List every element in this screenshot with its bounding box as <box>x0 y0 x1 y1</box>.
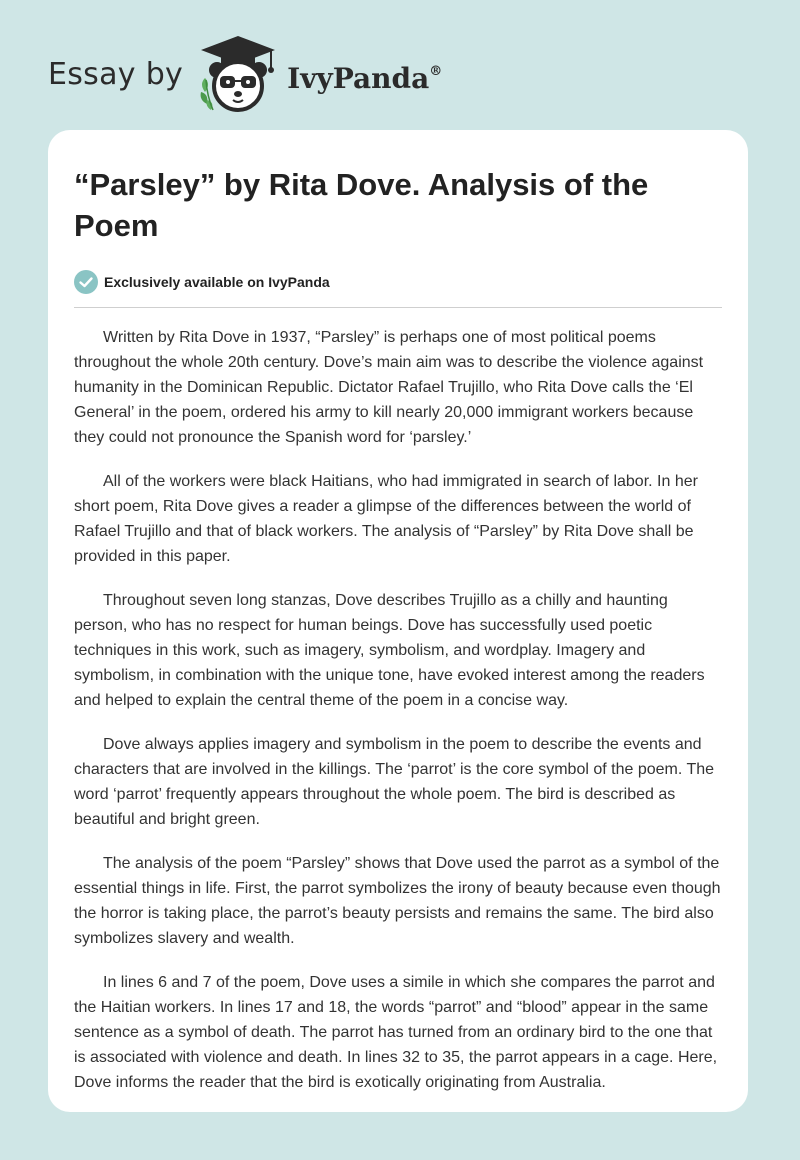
exclusive-badge <box>74 270 722 308</box>
panda-logo-icon[interactable] <box>193 34 283 114</box>
trademark-symbol: ® <box>429 64 443 80</box>
essay-by-label: Essay by <box>48 56 184 92</box>
article-body <box>74 325 722 1095</box>
exclusive-label: Exclusively available on IvyPanda <box>104 274 330 290</box>
paragraph: Written by Rita Dove in 1937, “Parsley” is perhaps one of most political poems throughout the whole 20th century. Dove’s main aim was to describe the violence against humanity in the Dominican Republic. Dictator Rafael Trujillo, who Rita Dove calls the ‘El General’ in the poem, ordered his army to kill nearly 20,000 immigrant workers because they could not pronounce the Spanish word for ‘parsley.’ <box>74 329 704 446</box>
article-card <box>48 130 748 1112</box>
paragraph: Throughout seven long stanzas, Dove describes Trujillo as a chilly and haunting person, who has no respect for human beings. Dove has successfully used poetic techniques in this work, such as imagery, symbolism, and wordplay. Imagery and symbolism, in combination with the unique tone, have evoked interest among the readers and helped to explain the central theme of the poem in a concise way. <box>74 592 705 709</box>
paragraph: In lines 6 and 7 of the poem, Dove uses a simile in which she compares the parrot and the Haitian workers. In lines 17 and 18, the words “parrot” and “blood” appear in the same sentence as a symbol of death. The parrot has turned from an ordinary bird to the one that is associated with violence and death. In lines 32 to 35, the parrot appears in a cage. Here, Dove informs the reader that the bird is exotically originating from Australia. <box>74 974 718 1091</box>
brand-name[interactable]: IvyPanda® <box>287 61 443 95</box>
paragraph: Dove always applies imagery and symbolism in the poem to describe the events and characters that are involved in the killings. The ‘parrot’ is the core symbol of the poem. The word ‘parrot’ frequently appears throughout the whole poem. The bird is described as beautiful and bright green. <box>74 736 715 828</box>
site-header <box>48 34 442 114</box>
paragraph: The analysis of the poem “Parsley” shows that Dove used the parrot as a symbol of the essential things in life. First, the parrot symbolizes the irony of beauty because even though the horror is taking place, the parrot’s beauty persists and remains the same. The bird also symbolizes slavery and wealth. <box>74 855 721 947</box>
check-circle-icon <box>74 270 98 294</box>
article-title: “Parsley” by Rita Dove. Analysis of the Poem <box>74 167 649 243</box>
paragraph: All of the workers were black Haitians, who had immigrated in search of labor. In her short poem, Rita Dove gives a reader a glimpse of the differences between the world of Rafael Trujillo and that of black workers. The analysis of “Parsley” by Rita Dove shall be provided in this paper. <box>74 473 698 565</box>
